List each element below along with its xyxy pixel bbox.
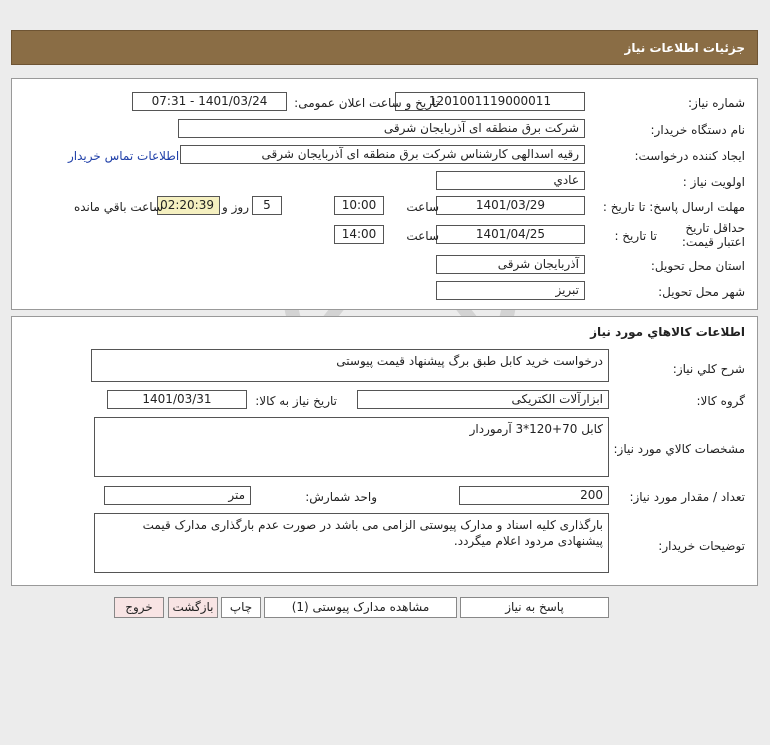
validity-label: حداقل تاریخ اعتبار قیمت: xyxy=(681,221,745,249)
need-info-panel xyxy=(11,78,758,310)
need-date-field: 1401/03/31 xyxy=(107,390,247,409)
notes-field: بارگذاری کلیه اسناد و مدارک پیوستی الزامی می باشد در صورت عدم بارگذاری مدارک قیمت پیشنهادی مردود اعلام میگردد. xyxy=(94,513,609,573)
goods-section-title: اطلاعات کالاهاي مورد نياز xyxy=(590,325,745,339)
priority-field: عادي xyxy=(436,171,585,190)
validity-to-label: تا تاریخ : xyxy=(614,229,657,243)
specs-label: مشخصات کالاي مورد نياز: xyxy=(613,442,745,456)
notes-label: توضیحات خریدار: xyxy=(658,539,745,553)
buyer-contact-link[interactable]: اطلاعات تماس خریدار xyxy=(68,149,180,163)
deadline-time-field: 10:00 xyxy=(334,196,384,215)
deadline-label: مهلت ارسال پاسخ: تا تاریخ : xyxy=(602,200,745,214)
page-header xyxy=(11,30,758,65)
quantity-label: تعداد / مقدار مورد نیاز: xyxy=(629,490,745,504)
buyer-field: شرکت برق منطقه ای آذربایجان شرقی xyxy=(178,119,585,138)
group-field: ابزارآلات الکتریکی xyxy=(357,390,609,409)
days-label: روز و xyxy=(222,200,249,214)
city-label: شهر محل تحویل: xyxy=(658,285,745,299)
creator-field: رقیه اسدالهی کارشناس شرکت برق منطقه ای آذربایجان شرقی xyxy=(180,145,585,164)
priority-label: اولویت نیاز : xyxy=(682,175,745,189)
buyer-label: نام دستگاه خریدار: xyxy=(650,123,745,137)
group-label: گروه کالا: xyxy=(696,394,745,408)
quantity-field: 200 xyxy=(459,486,609,505)
unit-label: واحد شمارش: xyxy=(305,490,377,504)
province-label: استان محل تحویل: xyxy=(650,259,745,273)
unit-field: متر xyxy=(104,486,251,505)
validity-time-field: 14:00 xyxy=(334,225,384,244)
back-button[interactable]: بازگشت xyxy=(168,597,218,618)
page-title: جزئیات اطلاعات نیاز xyxy=(624,41,745,55)
summary-field: درخواست خرید کابل طبق برگ پیشنهاد قیمت پیوستی xyxy=(91,349,609,382)
days-remaining-field: 5 xyxy=(252,196,282,215)
view-attachments-button[interactable]: مشاهده مدارک پیوستی (1) xyxy=(264,597,457,618)
validity-time-label: ساعت xyxy=(406,229,439,243)
summary-label: شرح کلي نياز: xyxy=(672,362,745,376)
specs-field: کابل 70+120*3 آرموردار xyxy=(94,417,609,477)
deadline-time-label: ساعت xyxy=(406,200,439,214)
time-remaining-label: ساعت باقي مانده xyxy=(73,200,163,214)
print-button[interactable]: چاپ xyxy=(221,597,261,618)
creator-label: ایجاد کننده درخواست: xyxy=(634,149,745,163)
need-number-label: شماره نیاز: xyxy=(688,96,745,110)
deadline-date-field: 1401/03/29 xyxy=(436,196,585,215)
city-field: تبریز xyxy=(436,281,585,300)
need-number-field: 1201001119000011 xyxy=(395,92,585,111)
need-date-label: تاریخ نیاز به کالا: xyxy=(255,394,337,408)
reply-button[interactable]: پاسخ به نیاز xyxy=(460,597,609,618)
validity-date-field: 1401/04/25 xyxy=(436,225,585,244)
province-field: آذربایجان شرقی xyxy=(436,255,585,274)
announce-field: 1401/03/24 - 07:31 xyxy=(132,92,287,111)
goods-panel xyxy=(11,316,758,586)
announce-label: تاریخ و ساعت اعلان عمومی: xyxy=(294,96,439,110)
exit-button[interactable]: خروج xyxy=(114,597,164,618)
time-remaining-field: 02:20:39 xyxy=(157,196,220,215)
